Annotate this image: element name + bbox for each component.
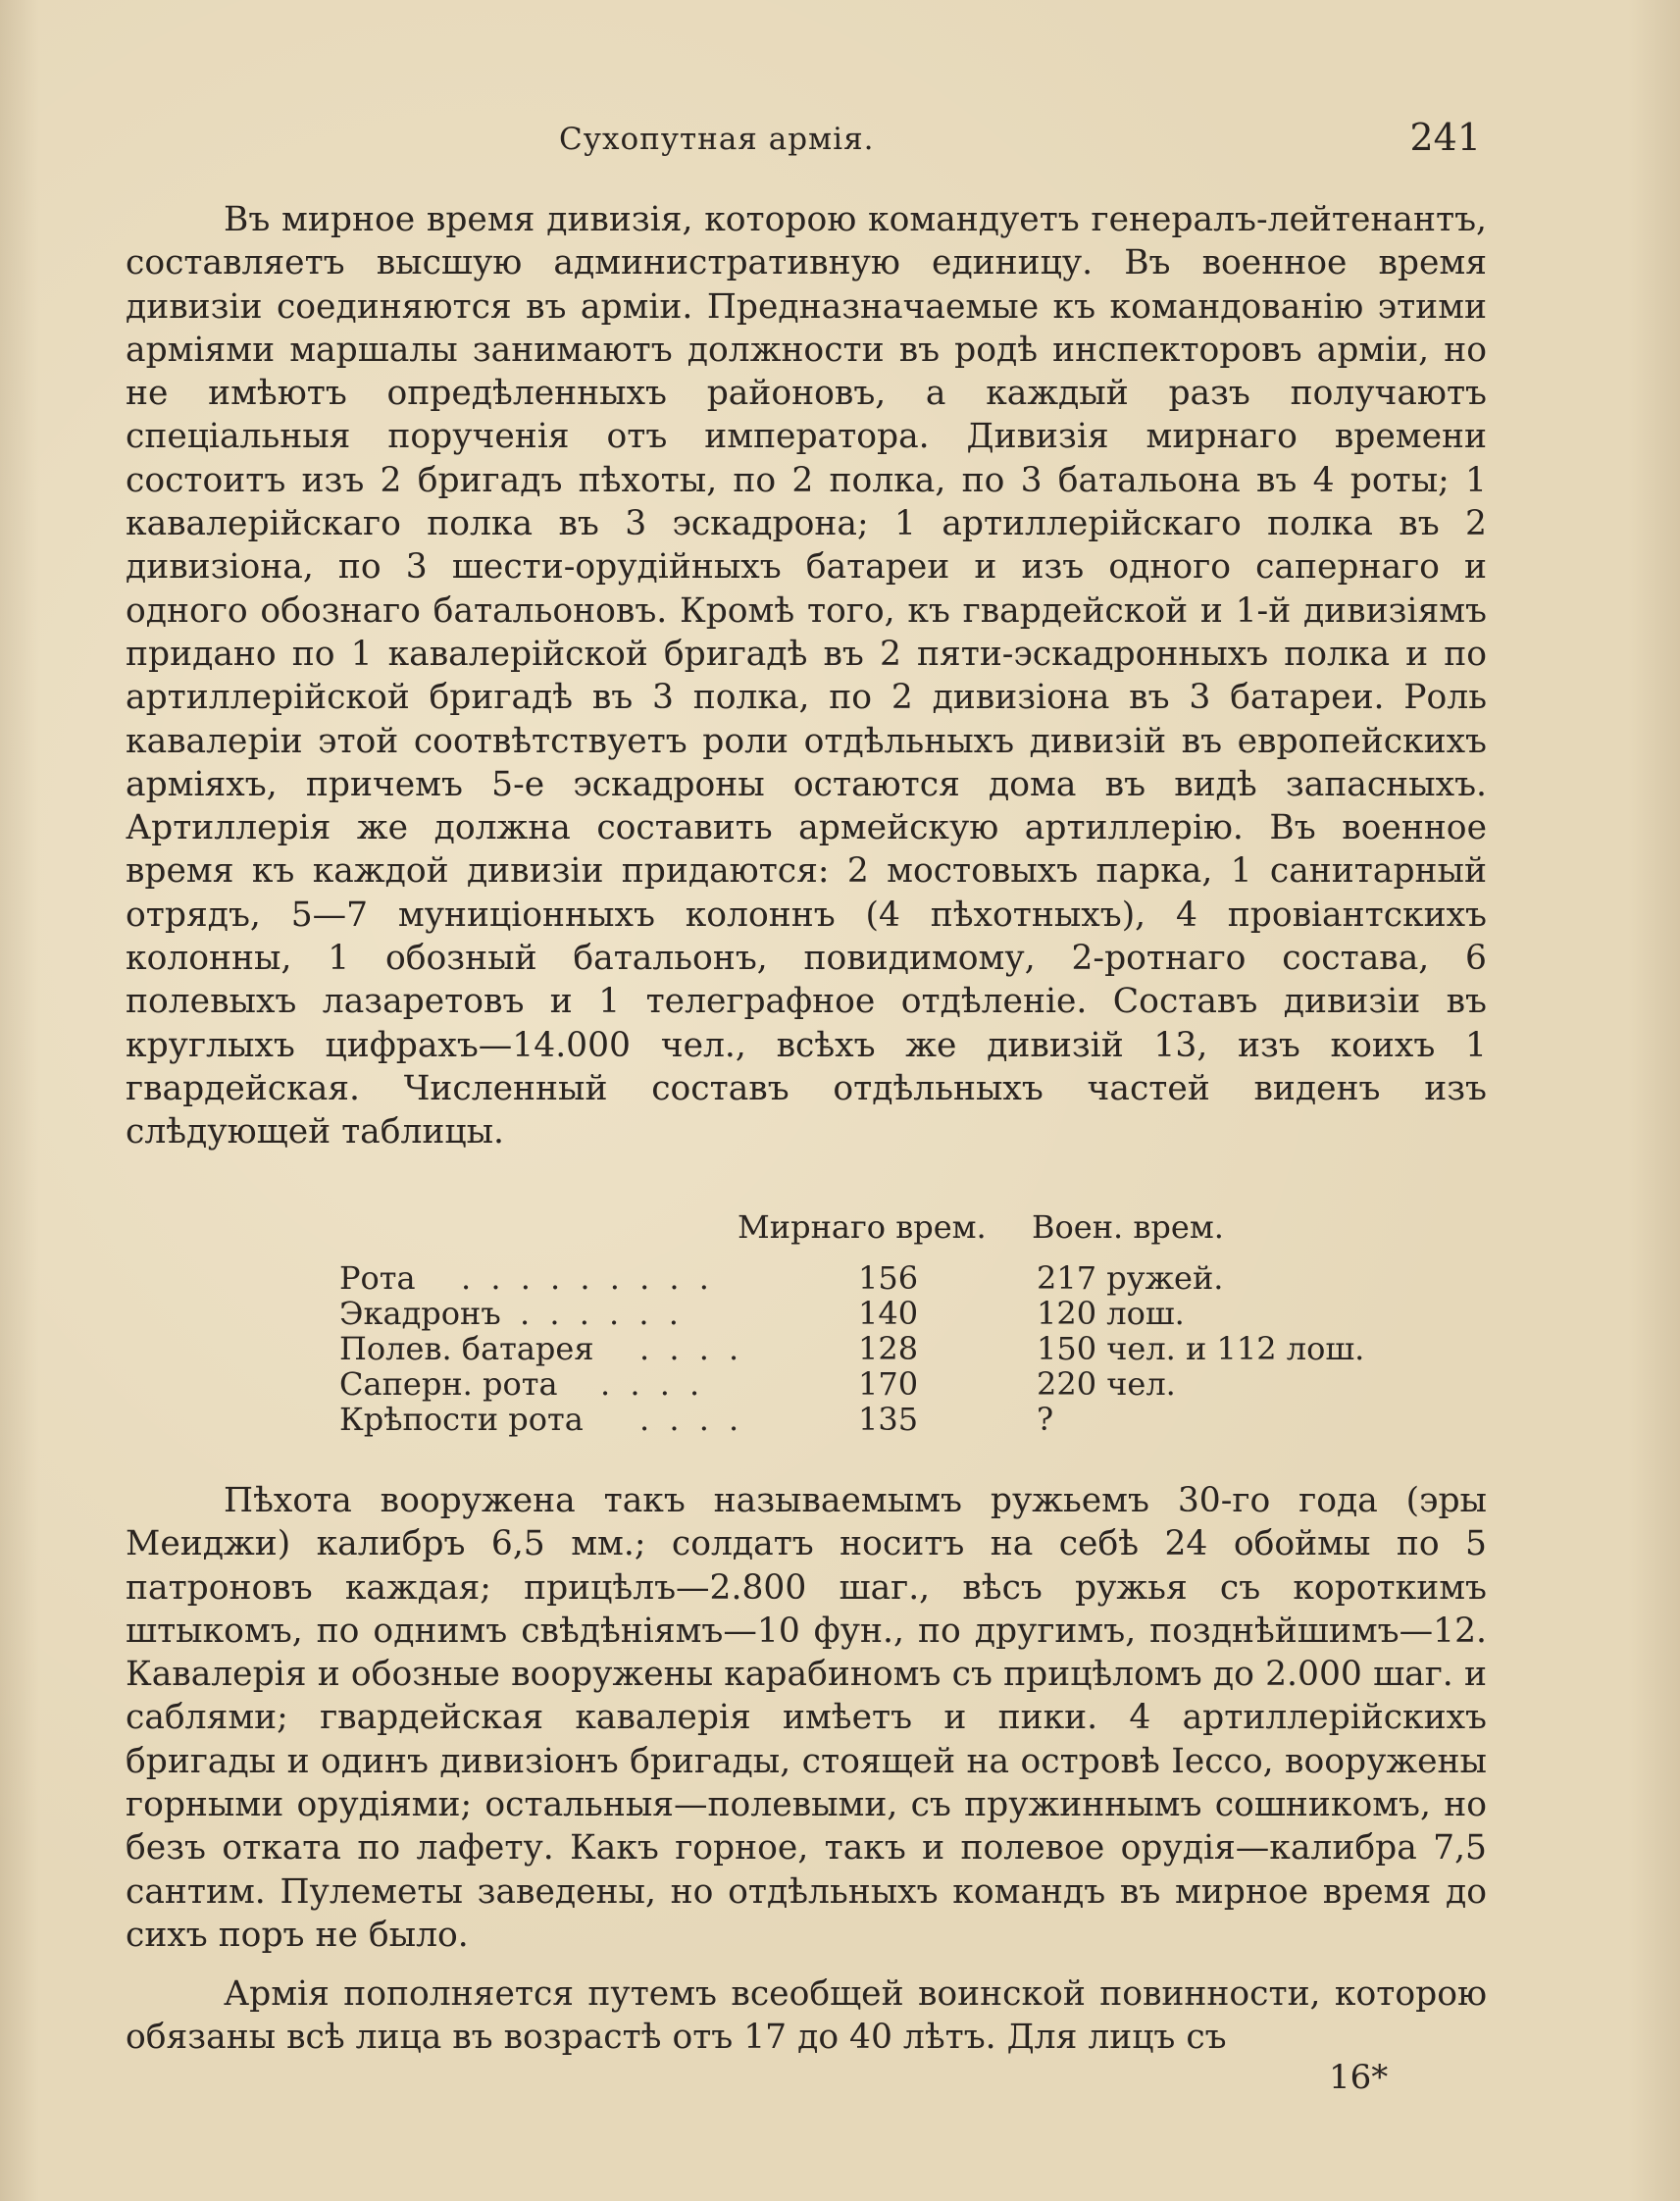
row-leader-dots: . . . . [639,1401,744,1438]
table-row [0,1365,1680,1401]
row-unit-name: Крѣпости рота [339,1401,584,1438]
row-unit-name: Саперн. рота [339,1365,558,1403]
paragraph-division-organization: Въ мирное время дивизія, которою командуетъ генералъ-лейтенантъ, составляетъ высшую административную единицу. Въ военное время дивизіи соединяются въ арміи. Предназначаемые къ командованію этими арміями маршалы занимаютъ должности въ родѣ инспекторовъ арміи, но не имѣютъ опредѣленныхъ районовъ, а каждый разъ получаютъ спеціальныя порученія отъ императора. Дивизія мирнаго времени состоитъ изъ 2 бригадъ пѣхоты, по 2 полка, по 3 батальона въ 4 роты; 1 кавалерійскаго полка въ 3 эскадрона; 1 артиллерійскаго полка въ 2 дивизіона, по 3 шести-орудійныхъ батареи и изъ одного сапернаго и одного обознаго батальоновъ. Кромѣ того, къ гвардейской и 1-й дивизіямъ придано по 1 кавалерійской бригадѣ въ 2 пяти-эскадронныхъ полка и по артиллерійской бригадѣ въ 3 полка, по 2 дивизіона въ 3 батареи. Роль кавалеріи этой соотвѣтствуетъ роли отдѣльныхъ дивизій въ европейскихъ арміяхъ, причемъ 5-е эскадроны остаются дома въ видѣ запасныхъ. Артиллерія же должна составить армейскую артиллерію. Въ военное время къ каждой дивизіи придаются: 2 мостовыхъ парка, 1 санитарный отрядъ, 5—7 муниціонныхъ колоннъ (4 пѣхотныхъ), 4 провіантскихъ колонны, 1 обозный батальонъ, повидимому, 2-ротнаго состава, 6 полевыхъ лазаретовъ и 1 телеграфное отдѣленіе. Составъ дивизіи въ круглыхъ цифрахъ—14.000 чел., всѣхъ же дивизій 13, изъ коихъ 1 гвардейская. Численный составъ отдѣльныхъ частей виденъ изъ слѣдующей таблицы. [126,200,1487,1152]
row-wartime-value: 150 чел. и 112 лош. [1037,1330,1365,1367]
row-peacetime-value: 140 [858,1295,919,1332]
row-peacetime-value: 170 [858,1365,919,1403]
row-unit-name: Полев. батарея [339,1330,594,1367]
column-header-peacetime: Мирнаго врем. [738,1208,987,1246]
row-peacetime-value: 128 [858,1330,919,1367]
table-row [0,1259,1680,1295]
row-unit-name: Рота [339,1259,416,1297]
row-peacetime-value: 156 [858,1259,919,1297]
page-header [126,116,1481,169]
column-header-wartime: Воен. врем. [1032,1208,1224,1246]
row-wartime-value: ? [1037,1401,1054,1438]
row-leader-dots: . . . . . . [520,1295,684,1332]
table-row [0,1401,1680,1436]
row-leader-dots: . . . . [639,1330,744,1367]
row-leader-dots: . . . . [600,1365,705,1403]
row-wartime-value: 120 лош. [1037,1295,1185,1332]
row-wartime-value: 217 ружей. [1037,1259,1224,1297]
row-wartime-value: 220 чел. [1037,1365,1176,1403]
paragraph-conscription: Армія пополняется путемъ всеобщей воинской повинности, которою обязаны всѣ лица въ возрастѣ отъ 17 до 40 лѣтъ. Для лицъ съ [126,1974,1487,2058]
running-title: Сухопутная армія. [559,122,875,157]
unit-strength-table [0,1208,1680,1454]
paragraph-armament: Пѣхота вооружена такъ называемымъ ружьемъ 30-го года (эры Меиджи) калибръ 6,5 мм.; солдатъ носитъ на себѣ 24 обоймы по 5 патроновъ каждая; прицѣлъ—2.800 шаг., вѣсъ ружья съ короткимъ штыкомъ, по однимъ свѣдѣніямъ—10 фун., по другимъ, позднѣйшимъ—12. Кавалерія и обозные вооружены карабиномъ съ прицѣломъ до 2.000 шаг. и саблями; гвардейская кавалерія имѣетъ и пики. 4 артиллерійскихъ бригады и одинъ дивизіонъ бригады, стоящей на островѣ Іессо, вооружены горными орудіями; остальныя—полевыми, съ пружиннымъ сошникомъ, но безъ отката по лафету. Какъ горное, такъ и полевое орудія—калибра 7,5 сантим. Пулеметы заведены, но отдѣльныхъ командъ въ мирное время до сихъ поръ не было. [126,1481,1487,1955]
page-number: 241 [1409,116,1481,159]
table-row [0,1330,1680,1365]
printer-signature-mark: 16* [1329,2058,1389,2097]
row-leader-dots: . . . . . . . . . [461,1259,714,1297]
table-row [0,1295,1680,1330]
row-unit-name: Экадронъ [339,1295,501,1332]
row-peacetime-value: 135 [858,1401,919,1438]
